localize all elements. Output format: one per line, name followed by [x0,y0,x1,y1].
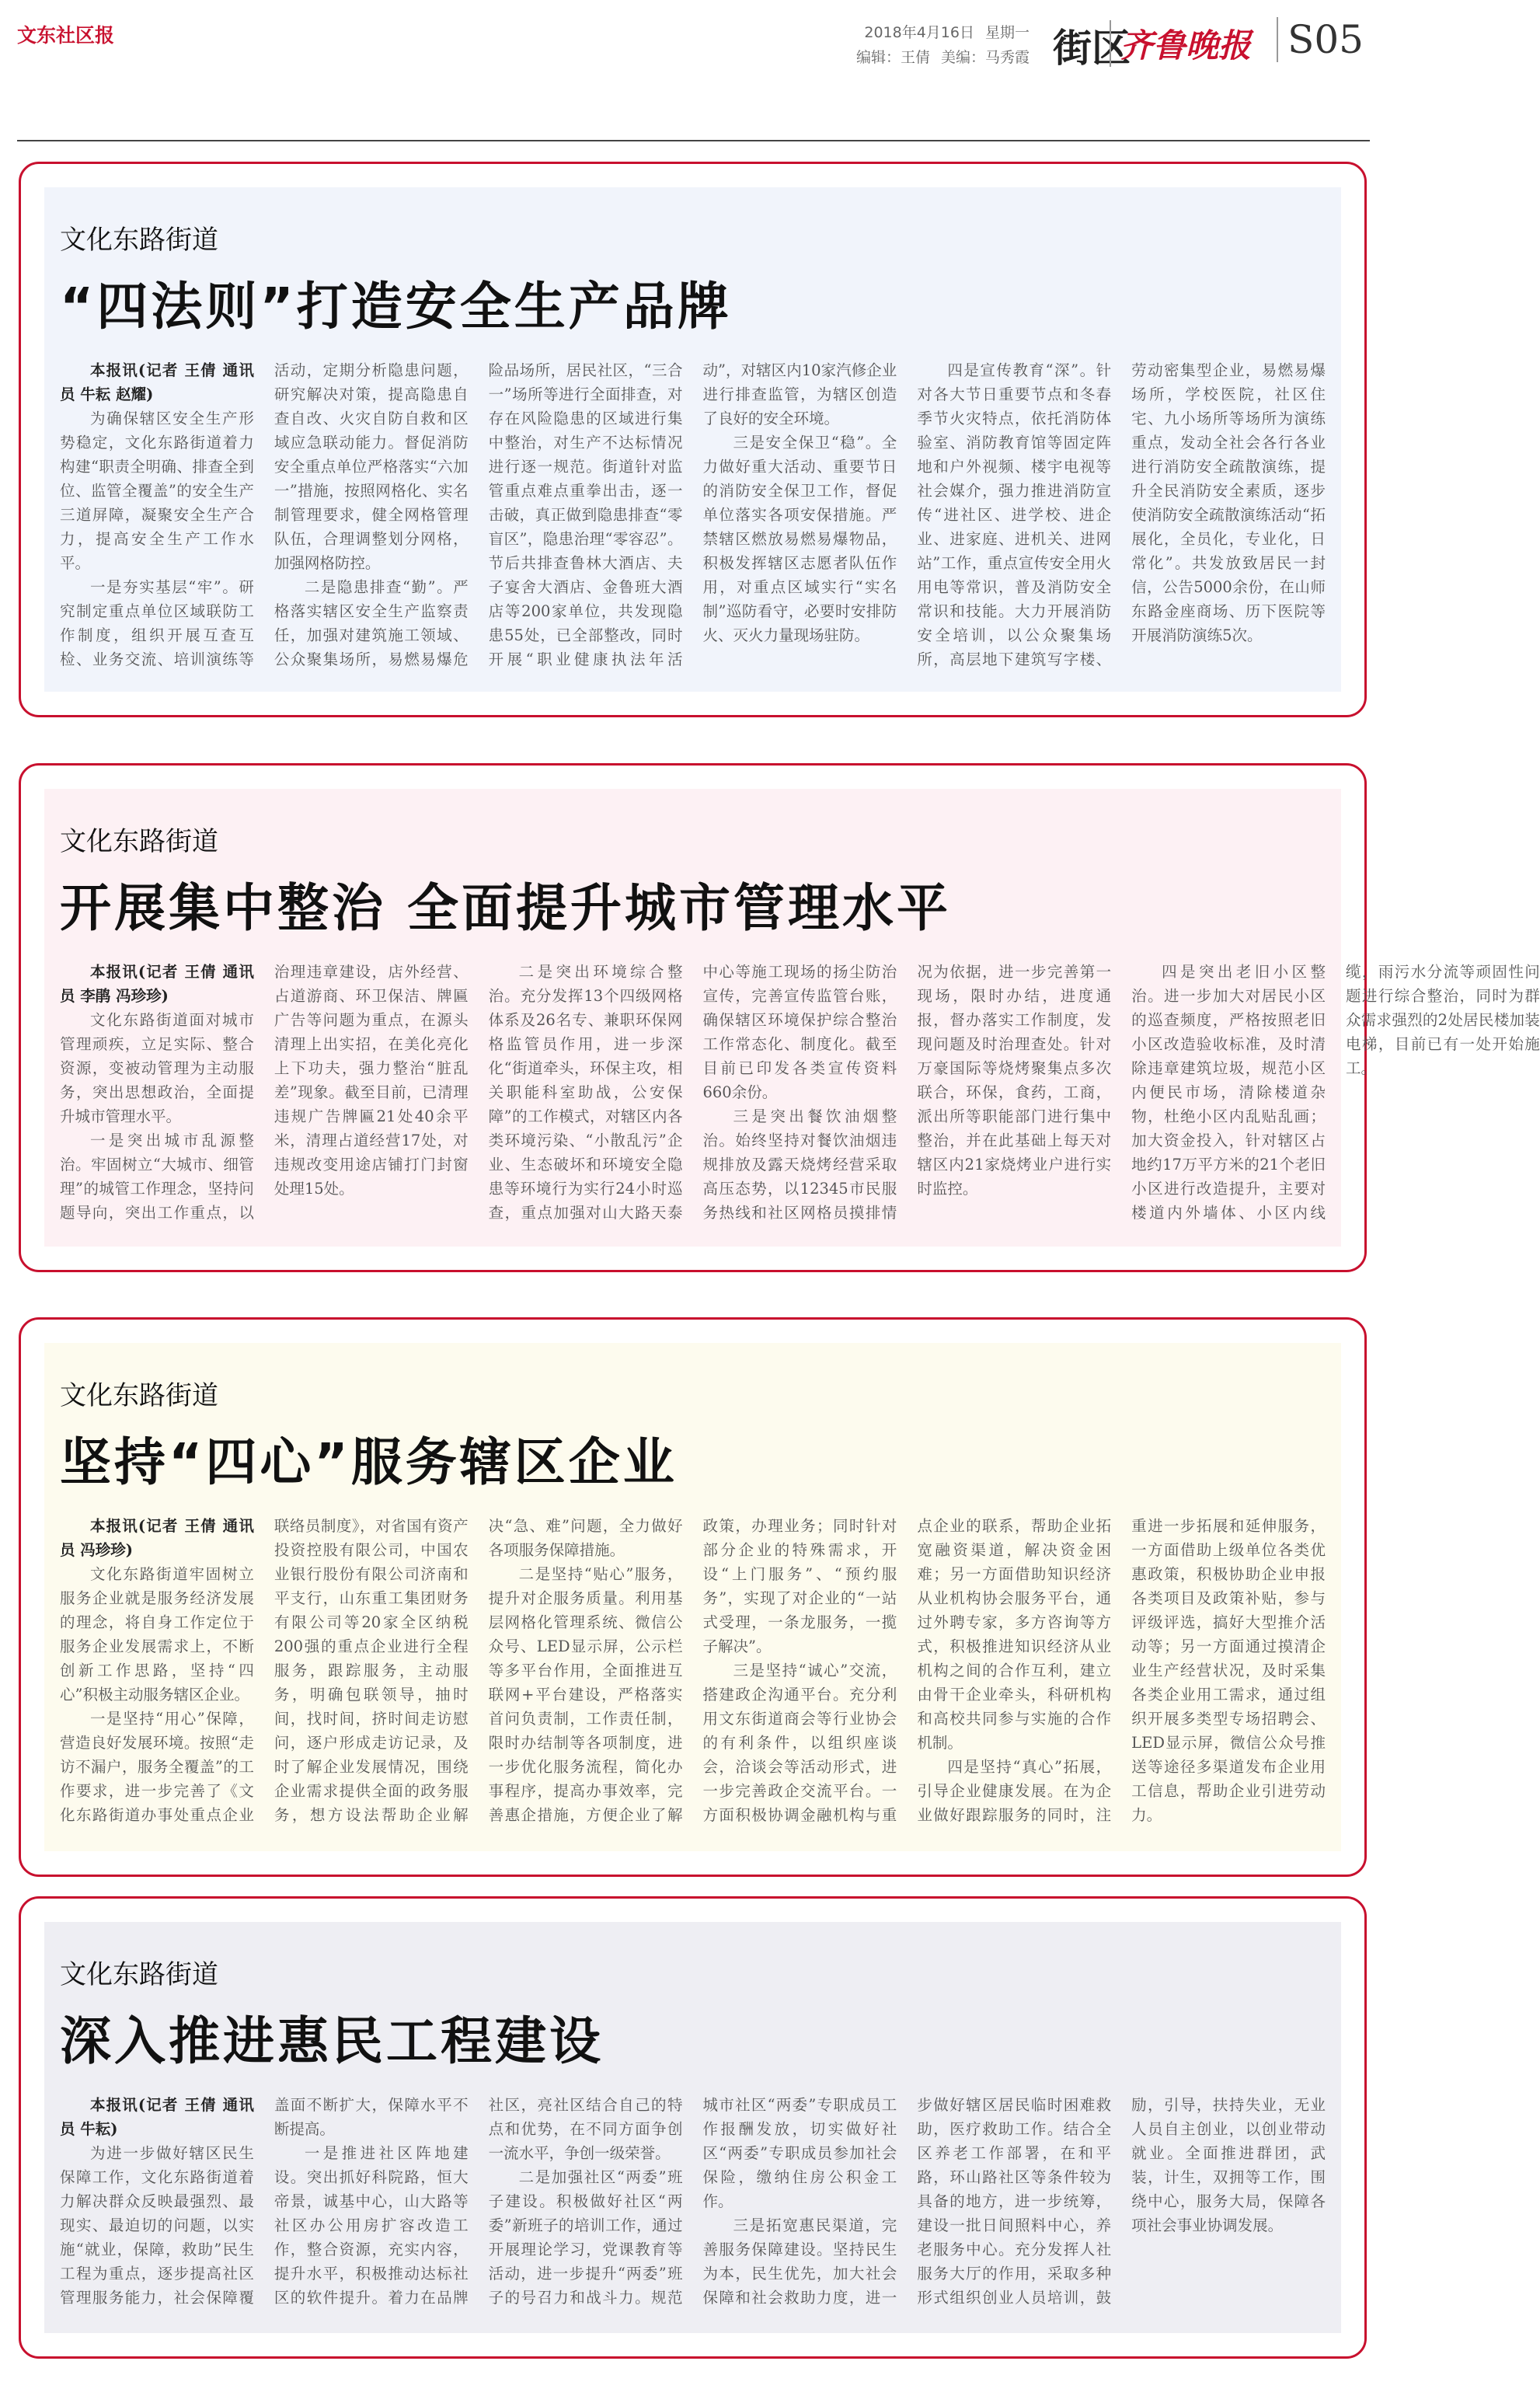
article-paragraph: 二是加强社区“两委”班子建设。积极做好社区“两委”新班子的培训工作，通过开展理论学习，党课教育等活动，进一步提升“两委”班子的号召力和战斗力。规范城市社区“两委”专职成员工作报酬发放，切实做好社区“两委”专职成员参加社会保险，缴纳住房公积金工作。 [488,2096,897,2307]
article-paragraph: 三是安全保卫“稳”。全力做好重大活动、重要节日的消防安全保卫工作，督促单位落实各项安保措施。严禁辖区燃放易燃易爆物品，积极发挥辖区志愿者队伍作用，对重点区域实行“实名制”巡防看守，必要时安排防火、灭火力量现场驻防。 [702,434,897,644]
article-kicker: 文化东路街道 [60,1380,218,1411]
article-paragraph: 一是坚持“用心”保障，营造良好发展环境。按照“走访不漏户，服务全覆盖”的工作要求，进一步完善了《文化东路街道办事处重点企业联络员制度》，对省国有资产投资控股有限公司，中国农业银行股份有限公司济南和平支行，山东重工集团财务有限公司等20家全区纳税200强的重点企业进行全程服务，跟踪服务，主动服务，明确包联领导，抽时间，找时间，挤时间走访慰问，逐户形成走访记录，及时了解企业发展情况，围绕企业需求提供全面的政务服务，想方设法帮助企业解决“急、难”问题，全力做好各项服务保障措施。 [60,1517,683,1824]
article-byline: 本报讯(记者 王倩 通讯员 冯珍珍) [60,1517,254,1559]
article-byline: 本报讯(记者 王倩 通讯员 牛耘) [60,2096,254,2138]
article-paragraph: 三是拓宽惠民渠道，完善服务保障建设。坚持民生为本，民生优先，加大社会保障和社会救助力度，进一步做好辖区居民临时困难救助，医疗救助工作。结合全区养老工作部署，在和平路，环山路社区等条件较为具备的地方，进一步统筹，建设一批日间照料中心，养老服务中心。充分发挥人社服务大厅的作用，采取多种形式组织创业人员培训，鼓励，引导，扶持失业，无业人员自主创业，以创业带动就业。全面推进群团，武装，计生，双拥等工作，围绕中心，服务大局，保障各项社会事业协调发展。 [702,2096,1326,2307]
article-byline: 本报讯(记者 王倩 通讯员 李鹃 冯珍珍) [60,963,254,1005]
article-paragraph: 一是突出城市乱源整治。牢固树立“大城市、细管理”的城管工作理念，坚持问题导向，突出工作重点，以治理违章建设，店外经营、占道游商、环卫保洁、牌匾广告等问题为重点，在源头清理上出实招，在美化亮化上下功夫，强力整治“脏乱差”现象。截至目前，已清理违规广告牌匾21处40余平米，清理占道经营17处，对违规改变用途店铺打门封窗处理15处。 [60,963,469,1222]
article-city-management [19,763,1540,1272]
article-headline: 深入推进惠民工程建设 [60,2011,604,2071]
article-body [60,358,1326,682]
article-headline: “四法则”打造安全生产品牌 [60,277,732,337]
article-paragraph: 二是隐患排查“勤”。严格落实辖区安全生产监察责任，加强对建筑施工领域、公众聚集场所，易燃易爆危险品场所，居民社区，“三合一”场所等进行全面排查，对存在风险隐患的区域进行集中整治，对生产不达标情况进行逐一规范。街道针对监管重点难点重拳出击，逐一击破，真正做到隐患排查“零盲区”，隐患治理“零容忍”。节后共排查鲁林大酒店、夫子宴舍大酒店、金鲁班大酒店等200家单位，共发现隐患55处，已全部整改，同时开展“职业健康执法年活动”，对辖区内10家汽修企业进行排查监管，为辖区创造了良好的安全环境。 [274,361,897,668]
article-kicker: 文化东路街道 [60,225,218,256]
article-paragraph: 一是夯实基层“牢”。研究制定重点单位区域联防工作制度，组织开展互查互检、业务交流、培训演练等活动，定期分析隐患问题，研究解决对策，提高隐患自查自改、火灾自防自救和区域应急联动能力。督促消防安全重点单位严格落实“六加一”措施，按照网格化、实名制管理要求，健全网格管理队伍，合理调整划分网格，加强网格防控。 [60,361,469,668]
article-paragraph: 二是突出环境综合整治。充分发挥13个四级网格体系及26名专、兼职环保网格监管员作用，进一步深化“街道牵头，环保主攻，相关职能科室助战，公安保障”的工作模式，对辖区内各类环境污染、“小散乱污”企业、生态破坏和环境安全隐患等环境行为实行24小时巡查，重点加强对山大路天泰中心等施工现场的扬尘防治宣传，完善宣传监管台账，确保辖区环境保护综合整治工作常态化、制度化。截至目前已印发各类宣传资料660余份。 [488,963,897,1222]
article-paragraph: 文化东路街道牢固树立服务企业就是服务经济发展的理念，将自身工作定位于服务企业发展需求上，不断创新工作思路，坚持“四心”积极主动服务辖区企业。 [60,1565,254,1704]
article-paragraph: 一是推进社区阵地建设。突出抓好科院路，恒大帝景，诚基中心，山大路等社区办公用房扩容改造工作，整合资源，充实内容，提升水平，积极推动达标社区的软件提升。着力在品牌社区，亮社区结合自己的特点和优势，在不同方面争创一流水平，争创一级荣誉。 [274,2096,683,2307]
article-headline: 开展集中整治 全面提升城市管理水平 [60,878,951,938]
article-body [60,960,1540,1237]
article-paragraph: 三是坚持“诚心”交流，搭建政企沟通平台。充分利用文东街道商会等行业协会的有利条件，以组织座谈会，洽谈会等活动形式，进一步完善政企交流平台。一方面积极协调金融机构与重点企业的联系，帮助企业拓宽融资渠道，解决资金困难；另一方面借助知识经济从业机构协会服务平台，通过外聘专家，多方咨询等方式，积极推进知识经济从业机构之间的合作互利，建立由骨干企业牵头，科研机构和高校共同参与实施的合作机制。 [702,1517,1112,1824]
article-paragraph: 为确保辖区安全生产形势稳定，文化东路街道着力构建“职责全明确、排查全到位、监管全覆盖”的安全生产三道屏障，凝聚安全生产合力，提高安全生产工作水平。 [60,410,254,572]
article-paragraph: 三是突出餐饮油烟整治。始终坚持对餐饮油烟违规排放及露天烧烤经营采取高压态势，以12345市民服务热线和社区网格员摸排情况为依据，进一步完善第一现场，限时办结，进度通报，督办落实工作制度，发现问题及时治理查处。针对万豪国际等烧烤聚集点多次联合，环保，食药，工商，派出所等职能部门进行集中整治，并在此基础上每天对辖区内21家烧烤业户进行实时监控。 [702,963,1112,1222]
article-kicker: 文化东路街道 [60,826,218,857]
issue-weekday: 星期一 [984,24,1030,41]
article-paragraph: 文化东路街道面对城市管理顽疾，立足实际、整合资源，变被动管理为主动服务，突出思想政治，全面提升城市管理水平。 [60,1011,254,1125]
designer-credit: 美编：马秀霞 [940,49,1030,66]
page-number: S05 [1277,17,1364,62]
article-paragraph: 四是坚持“真心”拓展，引导企业健康发展。在为企业做好跟踪服务的同时，注重进一步拓展和延伸服务，一方面借助上级单位各类优惠政策，积极协助企业申报各类项目及政策补贴，参与评级评选，搞好大型推介活动等；另一方面通过摸清企业生产经营状况，及时采集各类企业用工需求，通过组织开展多类型专场招聘会、LED显示屏，微信公众号推送等途径多渠道发布企业用工信息，帮助企业引进劳动力。 [917,1517,1326,1824]
article-headline: 坚持“四心”服务辖区企业 [60,1432,678,1492]
article-enterprise-service [19,1317,1367,1877]
article-paragraph: 四是突出老旧小区整治。进一步加大对居民小区的巡查频度，严格按照老旧小区改造验收标准，及时清除违章建筑垃圾，规范小区内便民市场，清除楼道杂物，杜绝小区内乱贴乱画；加大资金投入，针对辖区占地约17万平方米的21个老旧小区进行改造提升，主要对楼道内外墙体、小区内线缆，雨污水分流等顽固性问题进行综合整治，同时为群众需求强烈的2处居民楼加装电梯，目前已有一处开始施工。 [1131,963,1540,1222]
section-tag: 文东社区报 [17,24,115,47]
masthead-divider [17,140,1370,141]
editor-credit: 编辑：王倩 [855,49,930,66]
masthead [0,0,1387,85]
article-safety [19,162,1367,717]
article-paragraph: 四是宣传教育“深”。针对各大节日重要节点和冬春季节火灾特点，依托消防体验室、消防教育馆等固定阵地和户外视频、楼宇电视等社会媒介，强力推进消防宣传“进社区、进学校、进企业、进家庭、进机关、进网站”工作，重点宣传安全用火用电等常识，普及消防安全常识和技能。大力开展消防安全培训，以公众聚集场所，高层地下建筑写字楼、劳动密集型企业，易燃易爆场所，学校医院，社区住宅、九小场所等场所为演练重点，发动全社会各行各业进行消防安全疏散演练，提升全民消防安全素质，逐步使消防安全疏散演练活动“拓展化，全员化，专业化，日常化”。共发放致居民一封信，公告5000余份，在山师东路金座商场、历下医院等开展消防演练5次。 [917,361,1326,668]
article-welfare [19,1896,1367,2359]
article-body [60,2093,1326,2324]
article-body [60,1514,1326,1842]
article-byline: 本报讯(记者 王倩 通讯员 牛耘 赵耀) [60,361,254,403]
newspaper-logo: 齐鲁晚报 [1110,20,1251,67]
article-kicker: 文化东路街道 [60,1959,218,1990]
article-paragraph: 为进一步做好辖区民生保障工作，文化东路街道着力解决群众反映最强烈、最现实、最迫切的问题，以实施“就业，保障，救助”民生工程为重点，逐步提高社区管理服务能力，社会保障覆盖面不断扩大，保障水平不断提高。 [60,2096,469,2307]
date-info [845,20,1030,70]
issue-date: 2018年4月16日 [864,24,974,41]
article-paragraph: 二是坚持“贴心”服务，提升对企服务质量。利用基层网格化管理系统、微信公众号、LED显示屏，公示栏等多平台作用，全面推进互联网+平台建设，严格落实首问负责制，工作责任制，限时办结制等各项制度，进一步优化服务流程，简化办事程序，提高办事效率，完善惠企措施，方便企业了解政策，办理业务；同时针对部分企业的特殊需求，开设“上门服务”、“预约服务”，实现了对企业的“一站式受理，一条龙服务，一揽子解决”。 [488,1517,897,1824]
page-section-title: 街区 [1053,26,1131,71]
